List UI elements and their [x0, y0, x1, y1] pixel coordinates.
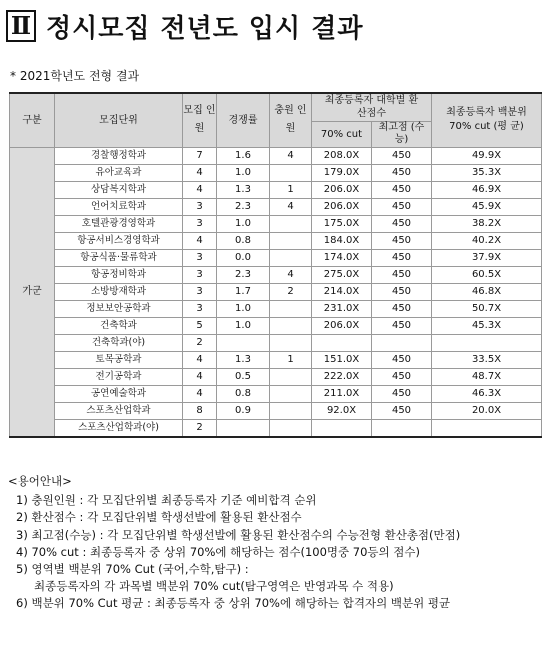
waitlist-cell: 2 [270, 283, 312, 300]
rate-cell: 0.0 [217, 249, 270, 266]
p70-cell: 206.0X [312, 181, 372, 198]
unit-cell: 건축학과 [55, 317, 183, 334]
quota-cell: 3 [183, 300, 217, 317]
unit-cell: 항공식품·물류학과 [55, 249, 183, 266]
table-row [10, 317, 542, 334]
unit-cell: 항공서비스경영학과 [55, 232, 183, 249]
table-row [10, 147, 542, 164]
percentile-cell: 45.3X [432, 317, 542, 334]
header-quota: 모집 인원 [183, 93, 217, 147]
percentile-cell: 46.3X [432, 385, 542, 402]
max-score-cell: 450 [372, 181, 432, 198]
table-row [10, 419, 542, 437]
max-score-cell: 450 [372, 266, 432, 283]
rate-cell: 0.8 [217, 232, 270, 249]
percentile-cell: 35.3X [432, 164, 542, 181]
quota-cell: 4 [183, 368, 217, 385]
unit-cell: 공연예술학과 [55, 385, 183, 402]
quota-cell: 3 [183, 249, 217, 266]
p70-cell: 206.0X [312, 198, 372, 215]
quota-cell: 7 [183, 147, 217, 164]
waitlist-cell [270, 300, 312, 317]
percentile-cell: 48.7X [432, 368, 542, 385]
percentile-cell: 20.0X [432, 402, 542, 419]
waitlist-cell [270, 368, 312, 385]
waitlist-cell [270, 215, 312, 232]
unit-cell: 유아교육과 [55, 164, 183, 181]
quota-cell: 3 [183, 198, 217, 215]
page-title: 정시모집 전년도 입시 결과 [46, 13, 364, 44]
max-score-cell [372, 334, 432, 351]
rate-cell: 1.0 [217, 215, 270, 232]
quota-cell: 4 [183, 181, 217, 198]
percentile-cell: 37.9X [432, 249, 542, 266]
header-score-group: 최종등록자 대학별 환산점수 [312, 93, 432, 121]
table-row [10, 300, 542, 317]
glossary-heading: <용어안내> [8, 474, 72, 488]
waitlist-cell [270, 402, 312, 419]
p70-cell: 222.0X [312, 368, 372, 385]
p70-cell: 179.0X [312, 164, 372, 181]
percentile-cell: 46.8X [432, 283, 542, 300]
table-row [10, 181, 542, 198]
header-p70: 70% cut [312, 121, 372, 147]
glossary-item: 5) 영역별 백분위 70% Cut (국어,수학,탐구) : [16, 562, 249, 577]
table-row [10, 215, 542, 232]
p70-cell: 275.0X [312, 266, 372, 283]
waitlist-cell [270, 164, 312, 181]
header-max: 최고점 (수능) [372, 121, 432, 147]
percentile-cell: 50.7X [432, 300, 542, 317]
percentile-cell: 33.5X [432, 351, 542, 368]
p70-cell: 211.0X [312, 385, 372, 402]
percentile-cell: 49.9X [432, 147, 542, 164]
header-percentile: 최종등록자 백분위 70% cut (평 균) [432, 93, 542, 147]
max-score-cell: 450 [372, 215, 432, 232]
table-row [10, 351, 542, 368]
rate-cell: 0.5 [217, 368, 270, 385]
max-score-cell: 450 [372, 385, 432, 402]
rate-cell: 1.3 [217, 351, 270, 368]
p70-cell: 175.0X [312, 215, 372, 232]
table-row [10, 334, 542, 351]
unit-cell: 상담복지학과 [55, 181, 183, 198]
rate-cell: 0.9 [217, 402, 270, 419]
unit-cell: 소방방재학과 [55, 283, 183, 300]
glossary-item: 4) 70% cut : 최종등록자 중 상위 70%에 해당하는 점수(100명중 70등의 점수) [16, 544, 420, 559]
rate-cell: 1.6 [217, 147, 270, 164]
max-score-cell: 450 [372, 317, 432, 334]
waitlist-cell: 4 [270, 266, 312, 283]
p70-cell: 151.0X [312, 351, 372, 368]
p70-cell: 174.0X [312, 249, 372, 266]
rate-cell: 1.7 [217, 283, 270, 300]
max-score-cell: 450 [372, 164, 432, 181]
glossary-item: 3) 최고점(수능) : 각 모집단위별 학생선발에 활용된 환산점수의 수능전형 환산총점(만점) [16, 527, 461, 542]
glossary-item: 1) 충원인원 : 각 모집단위별 최종등록자 기준 예비합격 순위 [16, 493, 317, 508]
max-score-cell: 450 [372, 300, 432, 317]
waitlist-cell [270, 385, 312, 402]
percentile-cell: 60.5X [432, 266, 542, 283]
group-cell: 가군 [10, 147, 55, 437]
p70-cell: 208.0X [312, 147, 372, 164]
roman-numeral-box: Ⅱ [6, 10, 36, 42]
max-score-cell: 450 [372, 249, 432, 266]
percentile-cell: 45.9X [432, 198, 542, 215]
max-score-cell: 450 [372, 351, 432, 368]
glossary-item: 2) 환산점수 : 각 모집단위별 학생선발에 활용된 환산점수 [16, 510, 302, 525]
max-score-cell: 450 [372, 283, 432, 300]
percentile-cell: 40.2X [432, 232, 542, 249]
max-score-cell: 450 [372, 232, 432, 249]
unit-cell: 토목공학과 [55, 351, 183, 368]
rate-cell [217, 419, 270, 437]
rate-cell: 0.8 [217, 385, 270, 402]
unit-cell: 전기공학과 [55, 368, 183, 385]
waitlist-cell: 1 [270, 181, 312, 198]
header-rate: 경쟁률 [217, 93, 270, 147]
glossary [8, 473, 460, 613]
unit-cell: 스포츠산업학과 [55, 402, 183, 419]
max-score-cell: 450 [372, 147, 432, 164]
waitlist-cell: 4 [270, 198, 312, 215]
p70-cell [312, 334, 372, 351]
glossary-item: 최종등록자의 각 과목별 백분위 70% cut(탐구영역은 반영과목 수 적용) [34, 579, 394, 594]
max-score-cell: 450 [372, 402, 432, 419]
rate-cell: 1.3 [217, 181, 270, 198]
table-row [10, 249, 542, 266]
percentile-cell [432, 334, 542, 351]
max-score-cell: 450 [372, 368, 432, 385]
max-score-cell: 450 [372, 198, 432, 215]
quota-cell: 3 [183, 266, 217, 283]
unit-cell: 호텔관광경영학과 [55, 215, 183, 232]
table-row [10, 164, 542, 181]
header-unit: 모집단위 [55, 93, 183, 147]
p70-cell: 214.0X [312, 283, 372, 300]
waitlist-cell [270, 419, 312, 437]
unit-cell: 스포츠산업학과(야) [55, 419, 183, 437]
waitlist-cell: 4 [270, 147, 312, 164]
percentile-cell [432, 419, 542, 437]
rate-cell: 1.0 [217, 317, 270, 334]
quota-cell: 4 [183, 232, 217, 249]
unit-cell: 건축학과(야) [55, 334, 183, 351]
table-row [10, 368, 542, 385]
quota-cell: 5 [183, 317, 217, 334]
quota-cell: 4 [183, 351, 217, 368]
percentile-cell: 46.9X [432, 181, 542, 198]
quota-cell: 2 [183, 334, 217, 351]
p70-cell: 92.0X [312, 402, 372, 419]
glossary-item: 6) 백분위 70% Cut 평균 : 최종등록자 중 상위 70%에 해당하는 합격자의 백분위 평균 [16, 596, 451, 611]
quota-cell: 2 [183, 419, 217, 437]
waitlist-cell [270, 317, 312, 334]
table-row [10, 232, 542, 249]
percentile-cell: 38.2X [432, 215, 542, 232]
quota-cell: 4 [183, 385, 217, 402]
table-row [10, 385, 542, 402]
waitlist-cell [270, 232, 312, 249]
waitlist-cell [270, 249, 312, 266]
rate-cell: 2.3 [217, 266, 270, 283]
quota-cell: 3 [183, 215, 217, 232]
p70-cell: 206.0X [312, 317, 372, 334]
unit-cell: 경찰행정학과 [55, 147, 183, 164]
results-table [9, 92, 542, 438]
table-row [10, 283, 542, 300]
header-group: 구분 [10, 93, 55, 147]
p70-cell: 184.0X [312, 232, 372, 249]
p70-cell: 231.0X [312, 300, 372, 317]
subtitle-note: * 2021학년도 전형 결과 [10, 69, 140, 83]
table-row [10, 198, 542, 215]
waitlist-cell [270, 334, 312, 351]
unit-cell: 항공정비학과 [55, 266, 183, 283]
unit-cell: 정보보안공학과 [55, 300, 183, 317]
header-waitlist: 충원 인원 [270, 93, 312, 147]
table-row [10, 266, 542, 283]
quota-cell: 4 [183, 164, 217, 181]
section-header [6, 6, 363, 46]
max-score-cell [372, 419, 432, 437]
unit-cell: 언어치료학과 [55, 198, 183, 215]
quota-cell: 8 [183, 402, 217, 419]
p70-cell [312, 419, 372, 437]
table-row [10, 402, 542, 419]
quota-cell: 3 [183, 283, 217, 300]
waitlist-cell: 1 [270, 351, 312, 368]
rate-cell: 1.0 [217, 300, 270, 317]
rate-cell [217, 334, 270, 351]
rate-cell: 1.0 [217, 164, 270, 181]
rate-cell: 2.3 [217, 198, 270, 215]
